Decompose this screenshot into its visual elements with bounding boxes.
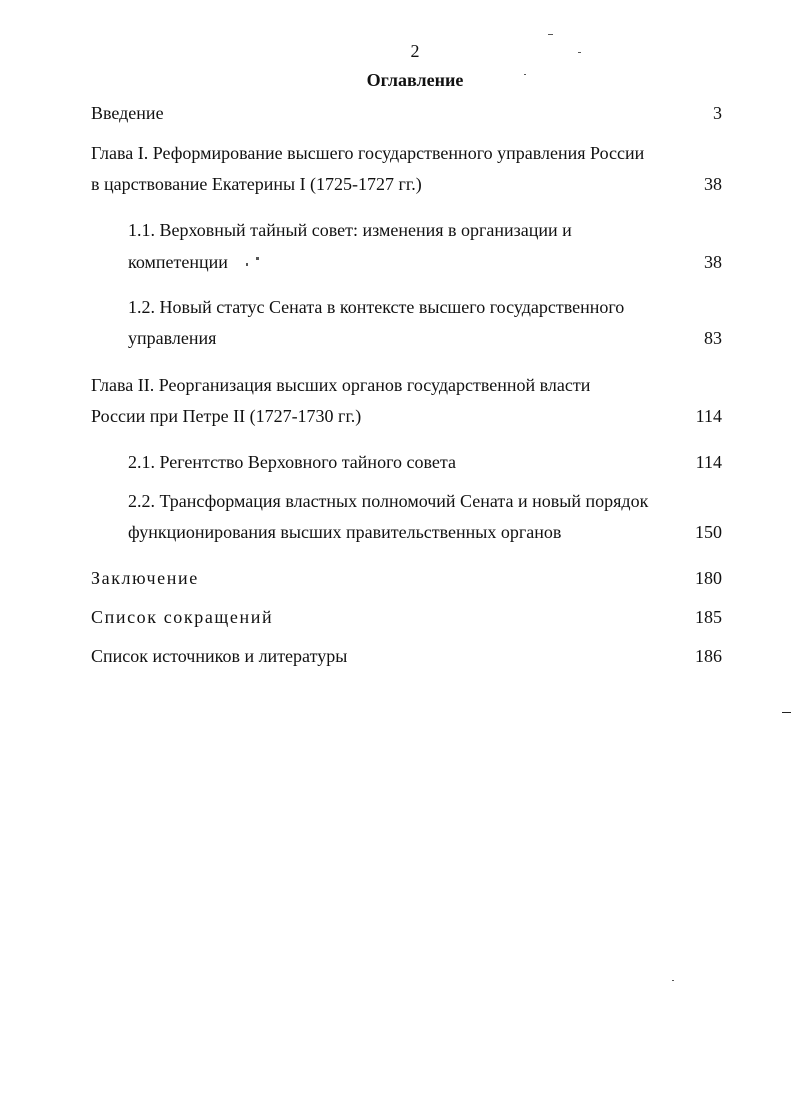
toc-entry-label-line-1: Глава I. Реформирование высшего государственного управления России [91,143,645,163]
scan-speck [578,52,581,53]
toc-entry-label-line-2: функционирования высших правительственных органов [128,522,562,542]
scan-speck [782,712,791,713]
scan-speck [256,257,259,260]
toc-entry-label: Список источников и литературы [91,646,348,666]
scan-speck [246,263,248,266]
toc-entry-label: Введение [91,103,164,123]
toc-entry-label-line-1: Глава II. Реорганизация высших органов государственной власти [91,375,591,395]
toc-entry-label-line-1: 2.2. Трансформация властных полномочий Сената и новый порядок [128,491,649,511]
toc-entry-page: 180 [695,568,722,588]
toc-entry-page: 83 [704,328,722,348]
toc-entry-page: 185 [695,607,722,627]
toc-entry-page: 186 [695,646,722,666]
toc-entry-label-line-1: 1.2. Новый статус Сената в контексте высшего государственного [128,297,625,317]
toc-entry-label-line-2: компетенции [128,252,228,272]
toc-entry-label-line-2: России при Петре II (1727-1730 гг.) [91,406,362,426]
toc-entry-page: 3 [713,103,722,123]
toc-entry-page: 38 [704,174,722,194]
scan-speck [672,980,674,981]
toc-entry-label: 2.1. Регентство Верховного тайного совета [128,452,456,472]
toc-entry-label: Заключение [91,568,199,588]
scan-speck [548,34,553,35]
toc-entry-label-line-2: в царствование Екатерины I (1725-1727 гг.) [91,174,422,194]
page-number: 2 [410,41,420,61]
toc-entry-page: 114 [695,406,722,426]
toc-entry-label: Список сокращений [91,607,274,627]
toc-entry-label-line-2: управления [128,328,217,348]
toc-entry-page: 114 [695,452,722,472]
toc-entry-page: 150 [695,522,722,542]
scan-speck [524,74,526,75]
toc-title: Оглавление [366,70,464,90]
toc-entry-label-line-1: 1.1. Верховный тайный совет: изменения в организации и [128,220,572,240]
toc-entry-page: 38 [704,252,722,272]
